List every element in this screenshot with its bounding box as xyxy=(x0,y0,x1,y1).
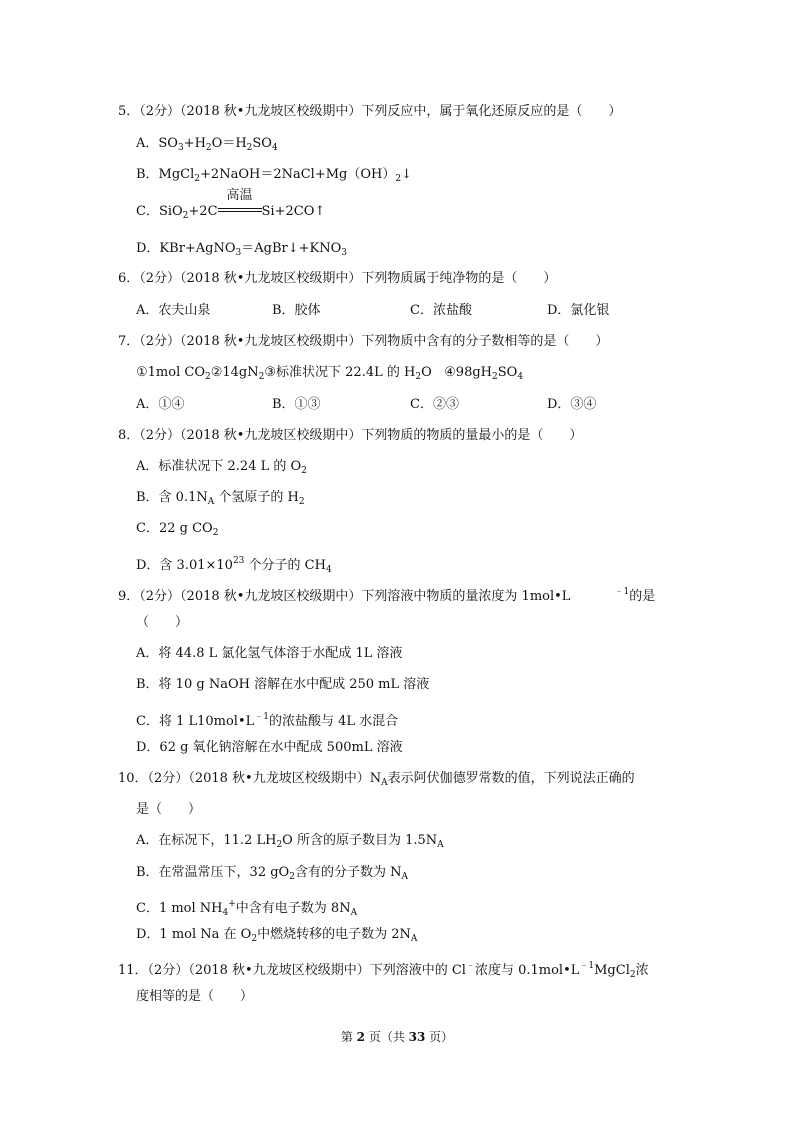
q7-option-d: D．③④ xyxy=(547,397,597,412)
q8-option-c: C．22 g $CO_2$ xyxy=(136,521,219,538)
q8-option-a: A．标准状况下 2.24 L 的 $O_2$ xyxy=(136,459,307,476)
q5-option-c: C．SiO$_2$+2C 高温 Si+2CO↑ xyxy=(136,188,326,221)
q6-option-a: A．农夫山泉 xyxy=(136,303,211,318)
reaction-condition: 高温 xyxy=(218,203,262,221)
q10-option-b: B．在常温常压下，32 $gO_2$含有的分子数为 $N_A$ xyxy=(136,865,408,882)
q6-option-d: D．氯化银 xyxy=(547,303,610,318)
q5-stem: 5．（2分）（2018 秋•九龙坡区校级期中）下列反应中，属于氧化还原反应的是（ ） xyxy=(118,104,622,119)
q7-items: ①1mol $CO_2②14gN_2③$标准状况下 22.4L 的 $H_2O$ $④98gH_2SO_4$ xyxy=(136,365,524,382)
q9-option-a: A．将 44.8 L 氯化氢气体溶于水配成 1L 溶液 xyxy=(136,646,403,661)
q8-stem: 8．（2分）（2018 秋•九龙坡区校级期中）下列物质的物质的量最小的是（ ） xyxy=(118,428,583,443)
q8-option-d: D．含 $3.01\times 10^{23}$ 个分子的 $CH_4$ xyxy=(136,556,332,575)
q9-option-b: B．将 10 g NaOH 溶解在水中配成 250 mL 溶液 xyxy=(136,677,430,692)
q5-option-a: A．$SO_3+H_2O=H_2SO_4$ xyxy=(136,136,278,153)
q9-option-d: D．62 g 氧化钠溶解在水中配成 500mL 溶液 xyxy=(136,740,403,755)
q5-option-b: B．$MgCl_2+2NaOH=2NaCl+Mg(OH)_2↓$ xyxy=(136,167,412,184)
q10-option-c: C．1 mol $NH_4^+$中含有电子数为 $8N_A$ xyxy=(136,899,358,918)
q10-stem: 10．（2分）（2018 秋•九龙坡区校级期中）$N_A$表示阿伏伽德罗常数的值，下列说法正确的 xyxy=(118,771,635,788)
q6-option-b: B．胶体 xyxy=(272,303,321,318)
q6-stem: 6．（2分）（2018 秋•九龙坡区校级期中）下列物质属于纯净物的是（ ） xyxy=(118,271,557,286)
q7-stem: 7．（2分）（2018 秋•九龙坡区校级期中）下列物质中含有的分子数相等的是（ ） xyxy=(118,334,609,349)
page-footer: 第 2 页（共 33 页） xyxy=(340,1030,454,1044)
q9-stem-continued: （ ） xyxy=(136,615,189,630)
q9-stem: 9．（2分）（2018 秋•九龙坡区校级期中）下列溶液中物质的量浓度为 1mol•L $^{﹣1}$的是 xyxy=(118,587,656,604)
q7-option-b: B．①③ xyxy=(272,397,321,412)
q10-option-d: D．1 mol Na 在 $O_2$中燃烧转移的电子数为 $2N_A$ xyxy=(136,927,418,944)
q5-option-d: D．$KBr+AgNO_3=AgBr↓+KNO_3$ xyxy=(136,241,348,258)
q11-stem: 11．（2分）（2018 秋•九龙坡区校级期中）下列溶液中的 Cl﹣浓度与 $0.1mol•L^{﹣1}MgCl_2$浓 xyxy=(118,961,649,980)
q10-stem-continued: 是（ ） xyxy=(136,802,202,817)
q7-option-a: A．①④ xyxy=(136,397,185,412)
q7-option-c: C．②③ xyxy=(410,397,459,412)
q8-option-b: B．含 $0.1N_A$ 个氢原子的 $H_2$ xyxy=(136,490,305,507)
q11-stem-continued: 度相等的是（ ） xyxy=(136,989,254,1004)
q9-option-c: C．将 1 $L10mol•L^{﹣1}$的浓盐酸与 4L 水混合 xyxy=(136,712,399,729)
q10-option-a: A．在标况下，11.2 $LH_2O$ 所含的原子数目为 $1.5N_A$ xyxy=(136,833,444,850)
q6-option-c: C．浓盐酸 xyxy=(410,303,472,318)
